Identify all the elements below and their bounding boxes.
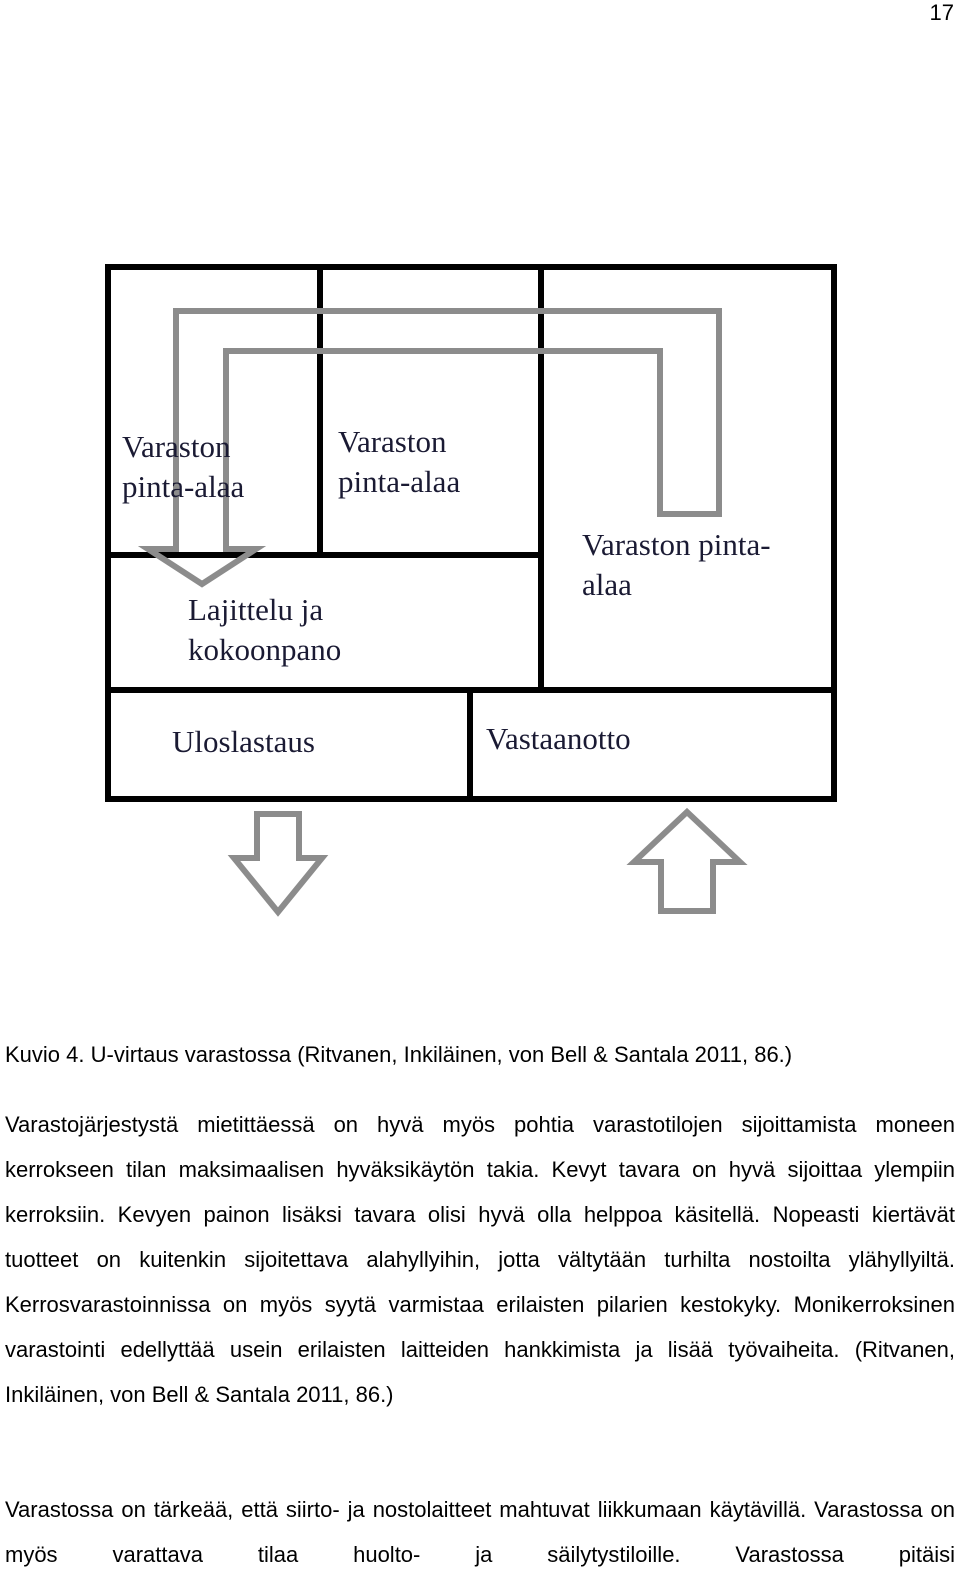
arrow-up-in-icon: [634, 812, 740, 911]
room-label-sorting: Lajittelu ja: [188, 592, 324, 627]
page-number: 17: [929, 0, 954, 25]
room-label-storage-middle: Varaston: [338, 424, 447, 459]
room-label-outbound: Uloslastaus: [172, 724, 315, 759]
arrow-down-out-icon: [234, 814, 322, 912]
room-label-sorting: kokoonpano: [188, 632, 342, 667]
figure-caption: Kuvio 4. U-virtaus varastossa (Ritvanen, Inkiläinen, von Bell & Santala 2011, 86.): [5, 1042, 793, 1067]
body-paragraph: Varastossa on tärkeää, että siirto- ja nostolaitteet mahtuvat liikkumaan käytävillä. Varastossa on myös varattava tilaa huolto- ja säilytystiloille. Varastossa pitäisi: [5, 1497, 955, 1567]
body-paragraph: Varastojärjestystä mietittäessä on hyvä myös pohtia varastotilojen sijoittamista moneen kerrokseen tilan maksimaalisen hyväksikäytön takia. Kevyt tavara on hyvä sijoittaa ylempiin kerroksiin. Kevyen painon lisäksi tavara olisi hyvä olla helppoa käsitellä. Nopeasti kiertävät tuotteet on kuitenkin sijoitettava alahyllyihin, jotta vältytään turhilta nostoilta ylähyllyiltä. Kerrosvarastoinnissa on myös syytä varmistaa erilaisten pilarien kestokyky. Monikerroksinen varastointi edellyttää usein erilaisten laitteiden hankkimista ja lisää työvaiheita. (Ritvanen, Inkiläinen, von Bell & Santala 2011, 86.): [5, 1112, 955, 1407]
room-label-storage-right: Varaston pinta-: [582, 527, 771, 562]
room-label-storage-left: pinta-alaa: [122, 469, 245, 504]
room-label-storage-right: alaa: [582, 567, 632, 602]
room-label-storage-left: Varaston: [122, 429, 231, 464]
room-label-storage-middle: pinta-alaa: [338, 464, 461, 499]
room-label-receiving: Vastaanotto: [486, 721, 631, 756]
